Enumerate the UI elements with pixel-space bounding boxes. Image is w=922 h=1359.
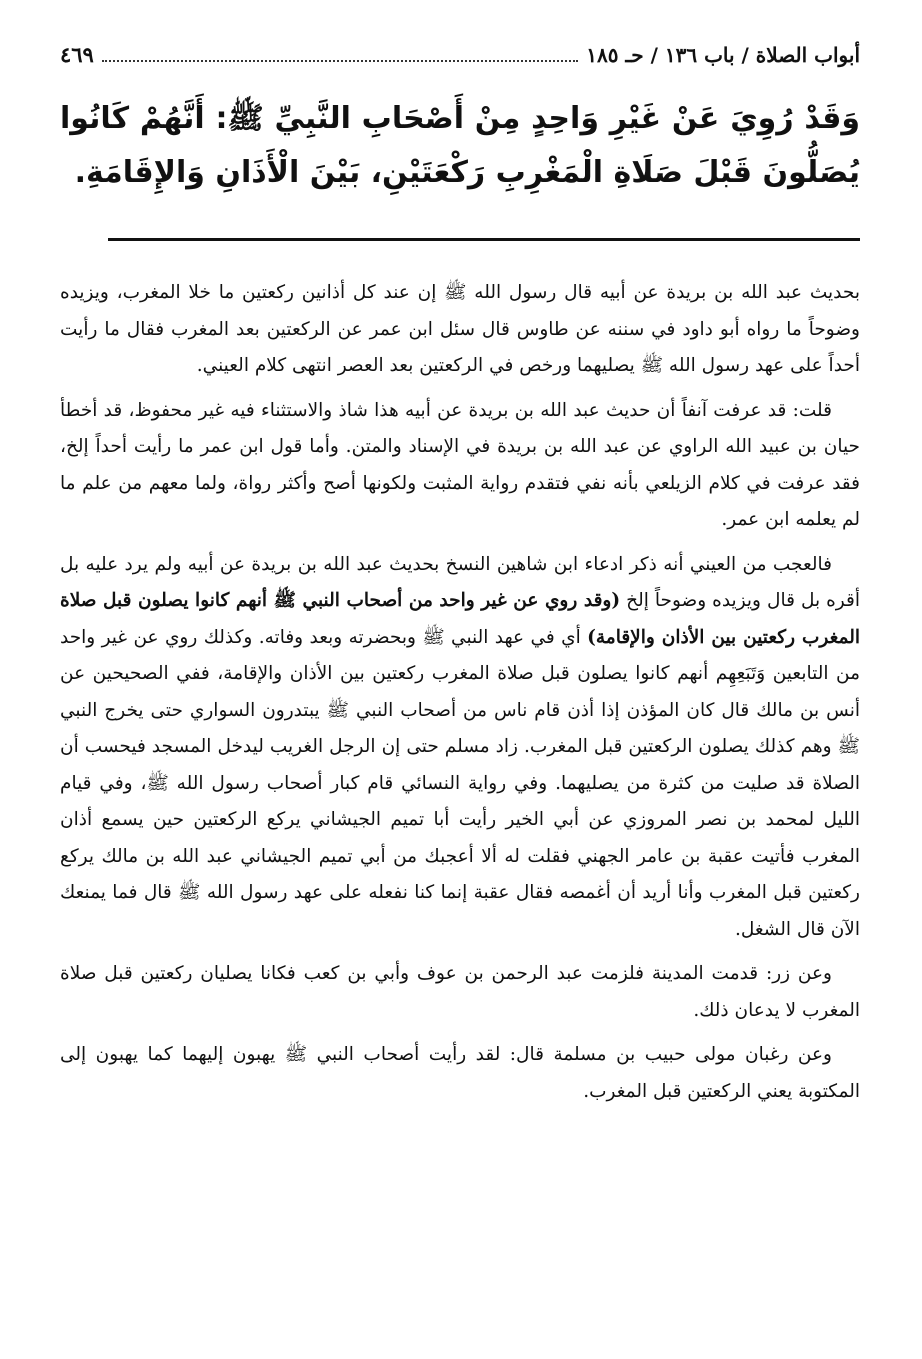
separator-rule bbox=[108, 238, 860, 241]
leader-dots bbox=[102, 59, 578, 62]
quoted-matn: (وقد روي عن غير واحد من أصحاب النبي ﷺ أنهم كانوا يصلون قبل صلاة المغرب ركعتين بين الأذان والإقامة) bbox=[60, 590, 860, 648]
commentary-paragraph bbox=[60, 547, 860, 949]
book-page bbox=[60, 40, 860, 1118]
chapter-title: أبواب الصلاة / باب ١٣٦ / حـ ١٨٥ bbox=[586, 43, 860, 67]
commentary-paragraph: بحديث عبد الله بن بريدة عن أبيه قال رسول الله ﷺ إن عند كل أذانين ركعتين ما خلا المغرب، ويزيده وضوحاً ما رواه أبو داود في سننه عن طاوس قال سئل ابن عمر عن الركعتين بعد المغرب فقال ما رأيت أحداً على عهد رسول الله ﷺ يصليهما ورخص في الركعتين بعد العصر انتهى كلام العيني. bbox=[60, 282, 860, 376]
commentary-text: أي في عهد النبي ﷺ وبحضرته وبعد وفاته. وكذلك روي عن غير واحد من التابعين وَتَبَعِهِم أنهم كانوا يصلون قبل صلاة المغرب ركعتين بين الأذان والإقامة، ففي الصحيحين عن أنس بن مالك قال كان المؤذن إذا أذن قام ناس من أصحاب النبي ﷺ يبتدرون السواري حتى يخرج النبي ﷺ وهم كذلك يصلون الركعتين قبل المغرب. زاد مسلم حتى إن الرجل الغريب ليدخل المسجد فيحسب أن الصلاة قد صليت من كثرة من يصليهما. وفي رواية النسائي قام كبار أصحاب رسول الله ﷺ، وفي قيام الليل لمحمد بن نصر المروزي عن أبي الخير رأيت أبا تميم الجيشاني يركع الركعتين حين يسمع أذان المغرب فأتيت عقبة بن عامر الجهني فقلت له ألا أعجبك من أبي تميم الجيشاني عبد الله بن مالك يركع ركعتين قبل المغرب وأنا أريد أن أغمصه فقال عقبة إنما كنا نفعله على عهد رسول الله ﷺ قال فما يمنعك الآن قال الشغل. bbox=[60, 626, 860, 940]
running-head bbox=[60, 40, 860, 72]
commentary-paragraph: وعن رغبان مولى حبيب بن مسلمة قال: لقد رأيت أصحاب النبي ﷺ يهبون إليهما كما يهبون إلى المكتوبة يعني الركعتين قبل المغرب. bbox=[60, 1044, 860, 1102]
commentary-paragraph: قلت: قد عرفت آنفاً أن حديث عبد الله بن بريدة عن أبيه هذا شاذ والاستثناء فيه غير محفوظ، قد أخطأ حيان بن عبيد الله الراوي عن عبد الله بن بريدة في الإسناد والمتن. وأما قول ابن عمر ما رأيت أحداً إلخ، فقد عرفت في كلام الزيلعي بأنه نفي فتقدم رواية المثبت ولكونها أصح وأكثر رواة، ولما معهم من علم ما لم يعلمه ابن عمر. bbox=[60, 399, 860, 530]
commentary bbox=[60, 275, 860, 1110]
page-number: ٤٦٩ bbox=[60, 42, 94, 67]
commentary-paragraph: وعن زر: قدمت المدينة فلزمت عبد الرحمن بن عوف وأبي بن كعب فكانا يصليان ركعتين قبل صلاة المغرب لا يدعان ذلك. bbox=[60, 963, 860, 1021]
hadith-text: وَقَدْ رُوِيَ عَنْ غَيْرِ وَاحِدٍ مِنْ أَصْحَابِ النَّبِيِّ ﷺ: أَنَّهُمْ كَانُوا يُصَلُّونَ قَبْلَ صَلَاةِ الْمَغْرِبِ رَكْعَتَيْنِ، بَيْنَ الْأَذَانِ وَالإِقَامَةِ. bbox=[60, 101, 860, 190]
commentary-text: فالعجب من العيني أنه ذكر ادعاء ابن شاهين النسخ بحديث عبد الله بن بريدة عن أبيه ولم يرد عليه بل أقره بل قال ويزيده وضوحاً إلخ bbox=[60, 553, 860, 611]
